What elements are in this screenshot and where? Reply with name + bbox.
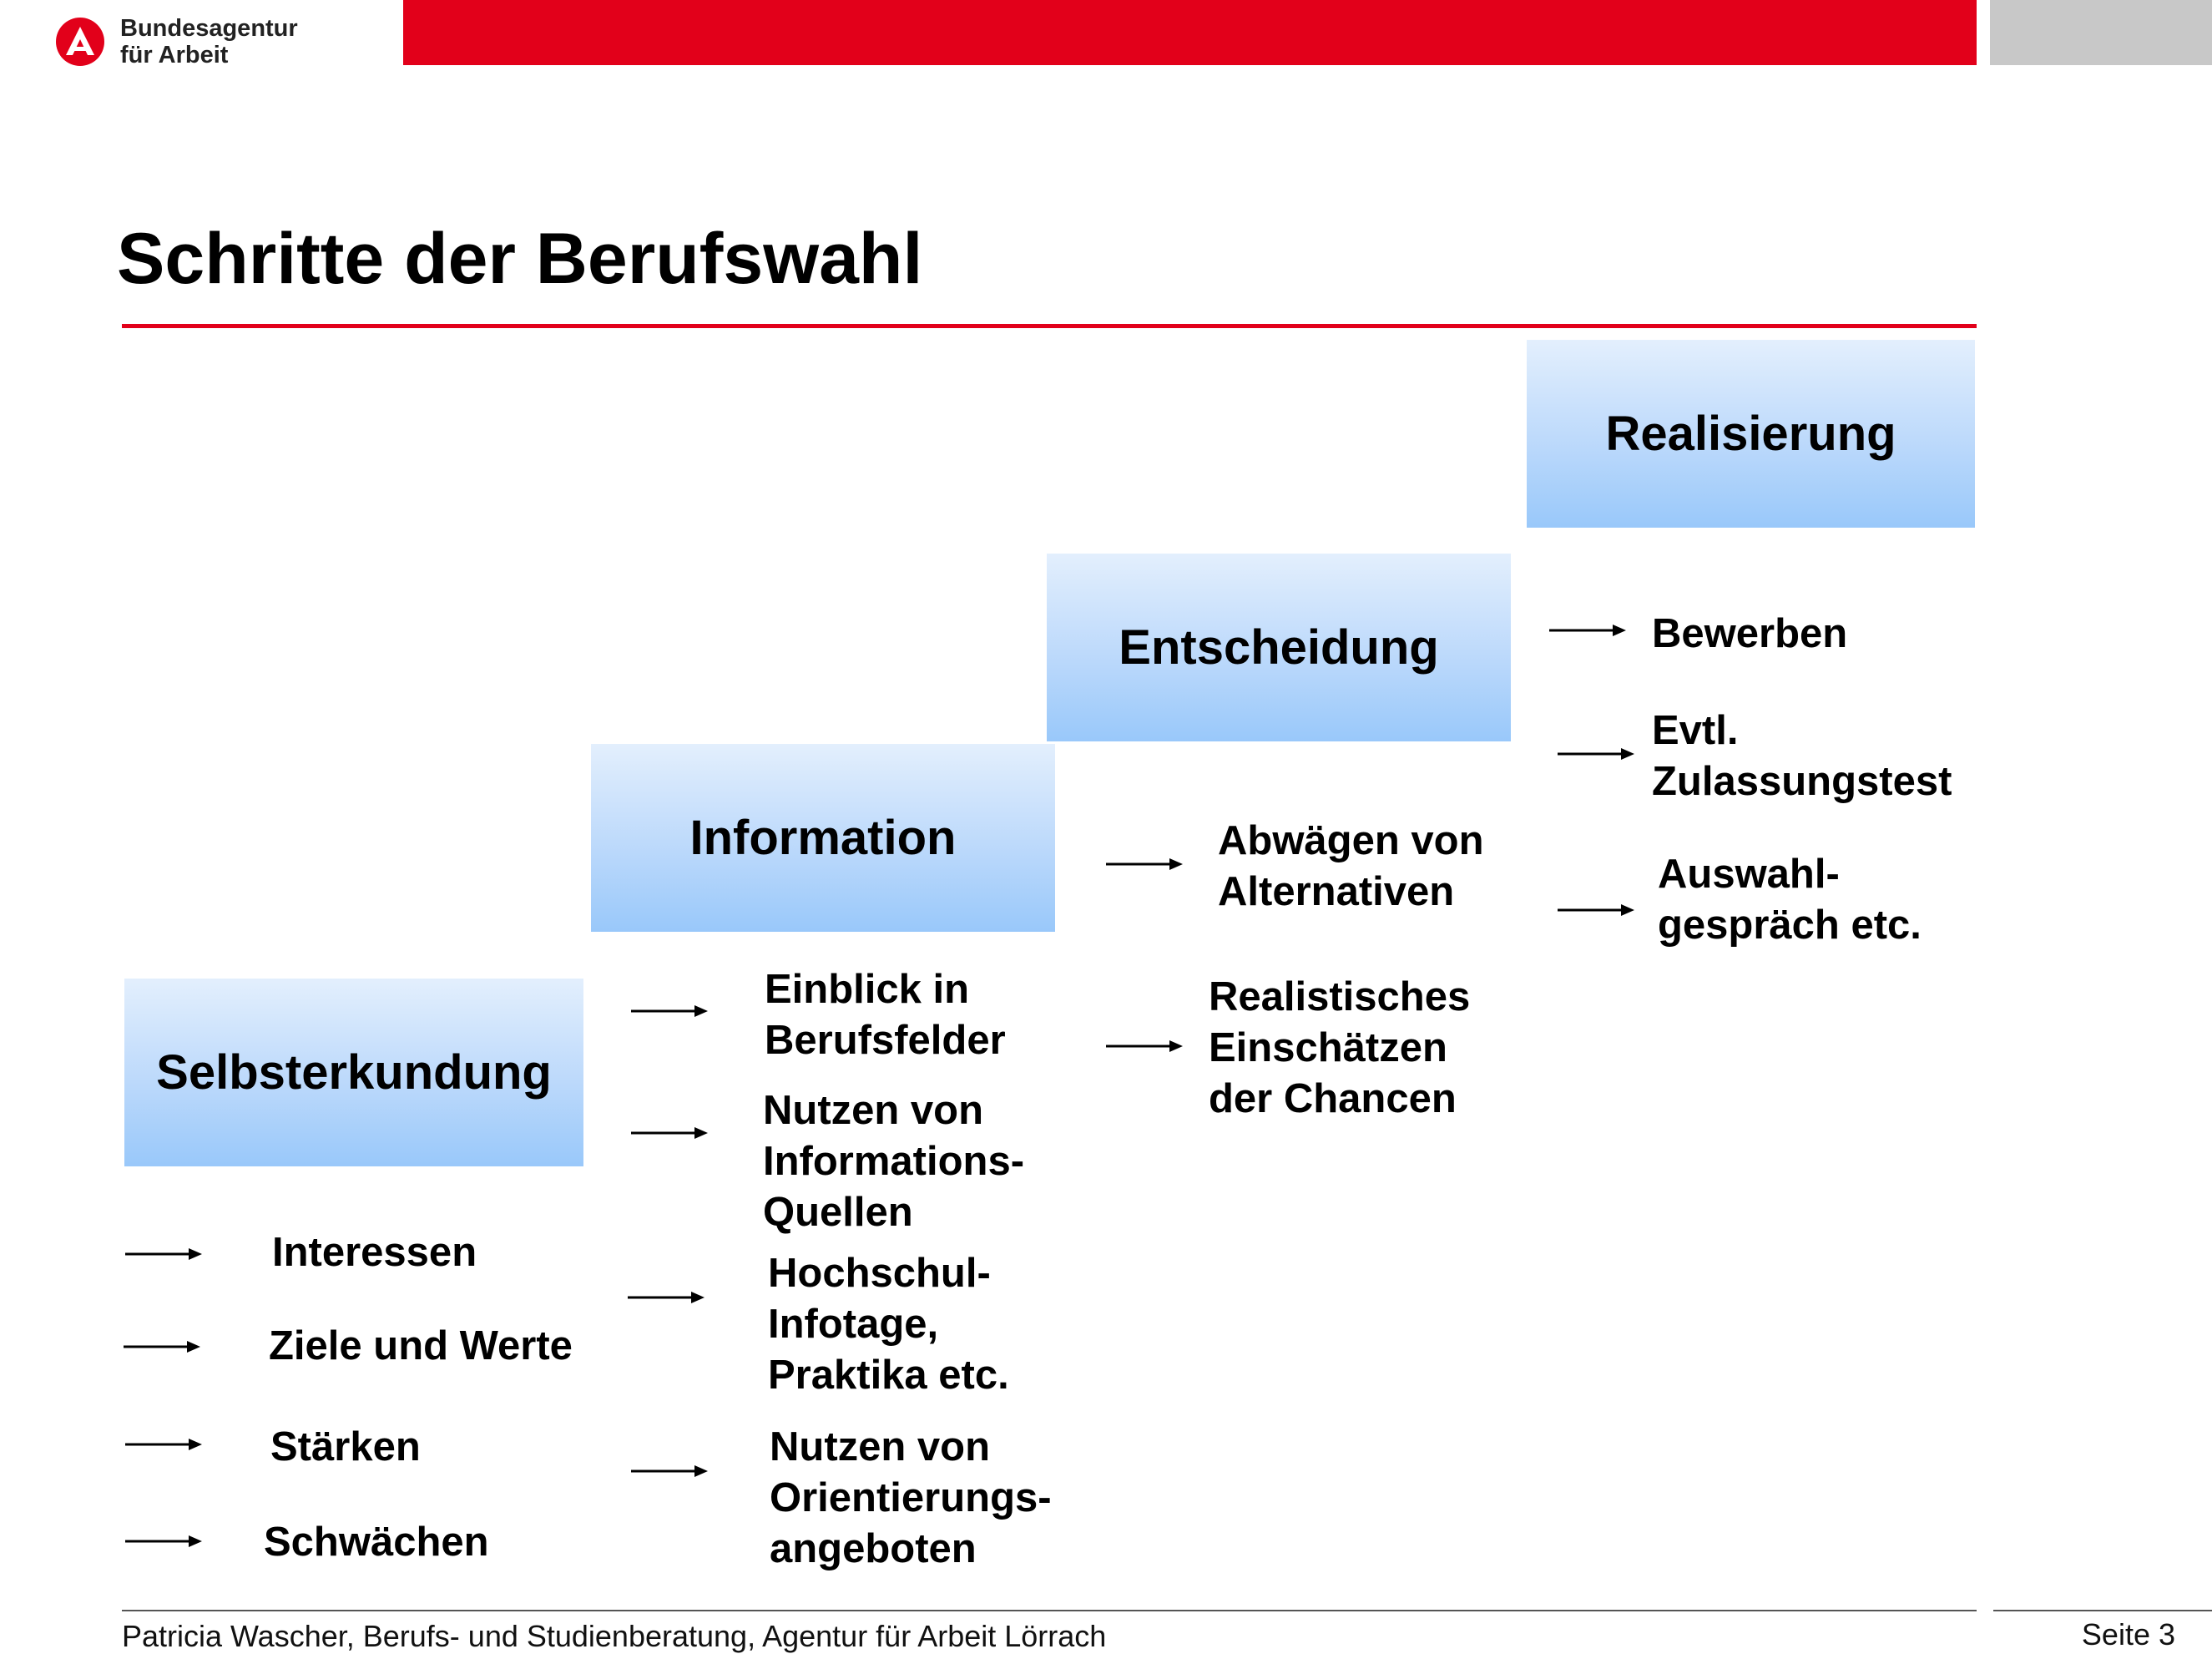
selbsterkundung-item-ziele: Ziele und Werte: [269, 1323, 573, 1368]
step-selbsterkundung: Selbsterkundung: [124, 979, 583, 1166]
step-realisierung: Realisierung: [1527, 340, 1975, 528]
arrow-right-icon: [1558, 746, 1634, 762]
footer-divider-right: [1993, 1610, 2212, 1611]
arrow-right-icon: [628, 1289, 705, 1306]
entscheidung-item-realistisches: Realistisches Einschätzen der Chancen: [1209, 974, 1471, 1121]
title-divider: [122, 324, 1977, 328]
selbsterkundung-item-interessen: Interessen: [272, 1230, 477, 1275]
information-item-hochschulinfotage: Hochschul- Infotage, Praktika etc.: [768, 1251, 1009, 1398]
arrow-right-icon: [125, 1533, 202, 1550]
information-item-einblick: Einblick in Berufsfelder: [765, 967, 1006, 1063]
arrow-right-icon: [631, 1463, 708, 1479]
arrow-right-icon: [1549, 622, 1626, 639]
logo-line-2: für Arbeit: [120, 42, 229, 68]
arrow-right-icon: [125, 1436, 202, 1453]
arrow-right-icon: [1558, 902, 1634, 918]
realisierung-item-auswahlgespraech: Auswahl- gespräch etc.: [1658, 852, 1922, 948]
entscheidung-item-abwaegen: Abwägen von Alternativen: [1218, 818, 1484, 914]
footer-divider: [122, 1610, 1977, 1611]
header-grey-bar: [1990, 0, 2212, 65]
logo-line-1: Bundesagentur: [120, 15, 298, 42]
selbsterkundung-item-staerken: Stärken: [270, 1424, 421, 1469]
arrow-right-icon: [1106, 1038, 1183, 1055]
page-title: Schritte der Berufswahl: [117, 219, 923, 299]
agency-logo-icon: [55, 17, 105, 67]
arrow-right-icon: [124, 1338, 200, 1355]
arrow-right-icon: [631, 1125, 708, 1141]
arrow-right-icon: [125, 1246, 202, 1262]
step-entscheidung: Entscheidung: [1047, 554, 1511, 741]
arrow-right-icon: [631, 1003, 708, 1019]
information-item-informationsquellen: Nutzen von Informations- Quellen: [763, 1088, 1025, 1235]
footer-credit: Patricia Wascher, Berufs- und Studienberatung, Agentur für Arbeit Lörrach: [122, 1619, 1107, 1653]
information-item-orientierungsangebote: Nutzen von Orientierungs- angeboten: [770, 1424, 1052, 1571]
header-red-bar: [403, 0, 1977, 65]
selbsterkundung-item-schwaechen: Schwächen: [264, 1520, 489, 1565]
realisierung-item-bewerben: Bewerben: [1652, 611, 1848, 656]
arrow-right-icon: [1106, 856, 1183, 872]
realisierung-item-zulassungstest: Evtl. Zulassungstest: [1652, 708, 1952, 804]
agency-logo-text: [120, 15, 298, 68]
page-number: Seite 3: [2081, 1617, 2175, 1651]
step-information: Information: [591, 744, 1055, 932]
